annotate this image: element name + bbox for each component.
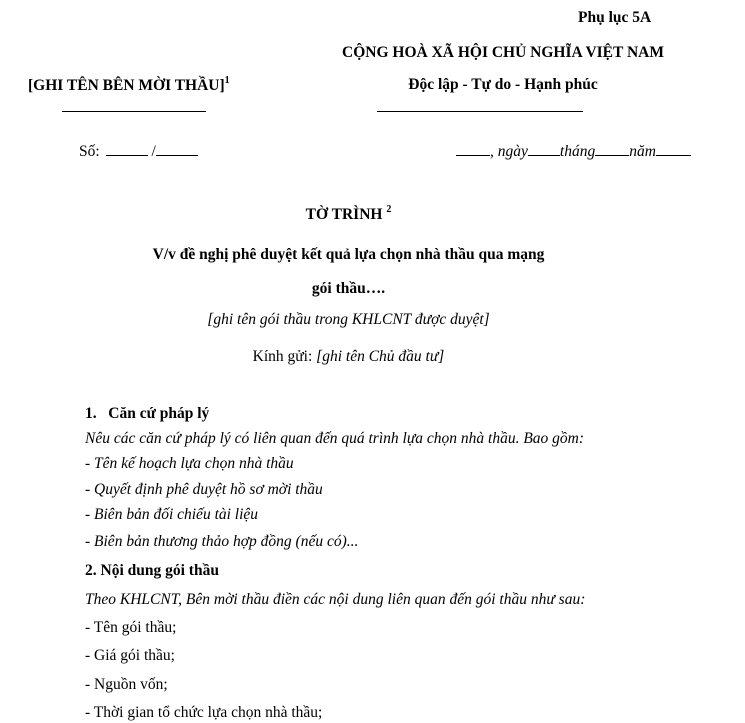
section-1-item: - Tên kế hoạch lựa chọn nhà thầu (85, 455, 294, 472)
package-name: gói thầu…. (311, 280, 386, 297)
national-motto: Độc lập - Tự do - Hạnh phúc (408, 76, 598, 93)
year-blank (656, 143, 691, 156)
recipient-label: Kính gửi: (252, 348, 313, 365)
number-label: Số: (79, 143, 100, 160)
section-1-item: - Quyết định phê duyệt hồ sơ mời thầu (85, 481, 323, 498)
country-name: CỘNG HOÀ XÃ HỘI CHỦ NGHĨA VIỆT NAM (342, 44, 664, 61)
motto-underline (377, 111, 583, 112)
date-day-label: , ngày (490, 143, 528, 160)
section-2-item: - Giá gói thầu; (85, 647, 175, 664)
section-2-item: - Nguồn vốn; (85, 676, 168, 693)
section-2-intro: Theo KHLCNT, Bên mời thầu điền các nội dung liên quan đến gói thầu như sau: (85, 591, 586, 608)
date-year-label: năm (629, 143, 656, 160)
section-2-heading: 2. Nội dung gói thầu (85, 562, 219, 579)
title-text: TỜ TRÌNH (305, 206, 383, 223)
section-2-item: - Thời gian tổ chức lựa chọn nhà thầu; (85, 704, 323, 721)
number-year-blank (156, 143, 198, 156)
place-blank (456, 143, 490, 156)
recipient-value: [ghi tên Chủ đầu tư] (316, 348, 445, 365)
title-footnote-mark: 2 (386, 204, 392, 215)
document-title (0, 206, 697, 224)
document-subject: V/v đề nghị phê duyệt kết quả lựa chọn nhà thầu qua mạng (152, 246, 545, 263)
document-number (79, 143, 198, 161)
number-blank (106, 143, 148, 156)
section-1-item: - Biên bản thương thảo hợp đồng (nếu có)... (85, 533, 359, 550)
section-1-intro: Nêu các căn cứ pháp lý có liên quan đến quá trình lựa chọn nhà thầu. Bao gồm: (85, 430, 585, 447)
section-1-number: 1. (85, 405, 97, 422)
recipient-line (0, 348, 697, 366)
package-hint: [ghi tên gói thầu trong KHLCNT được duyệt] (207, 311, 490, 328)
section-1-heading (85, 405, 209, 423)
section-1-item: - Biên bản đối chiếu tài liệu (85, 506, 259, 523)
issuer-footnote-mark: 1 (224, 75, 230, 86)
issuer-underline (62, 111, 206, 112)
issuer-name (28, 77, 230, 95)
appendix-label: Phụ lục 5A (578, 9, 652, 26)
section-2-item: - Tên gói thầu; (85, 619, 177, 636)
month-blank (595, 143, 629, 156)
date-month-label: tháng (559, 143, 596, 160)
number-separator: / (151, 143, 156, 160)
document-date (456, 143, 691, 161)
day-blank (528, 143, 560, 156)
section-1-title: Căn cứ pháp lý (108, 405, 210, 422)
issuer-text: [GHI TÊN BÊN MỜI THẦU] (28, 77, 225, 94)
